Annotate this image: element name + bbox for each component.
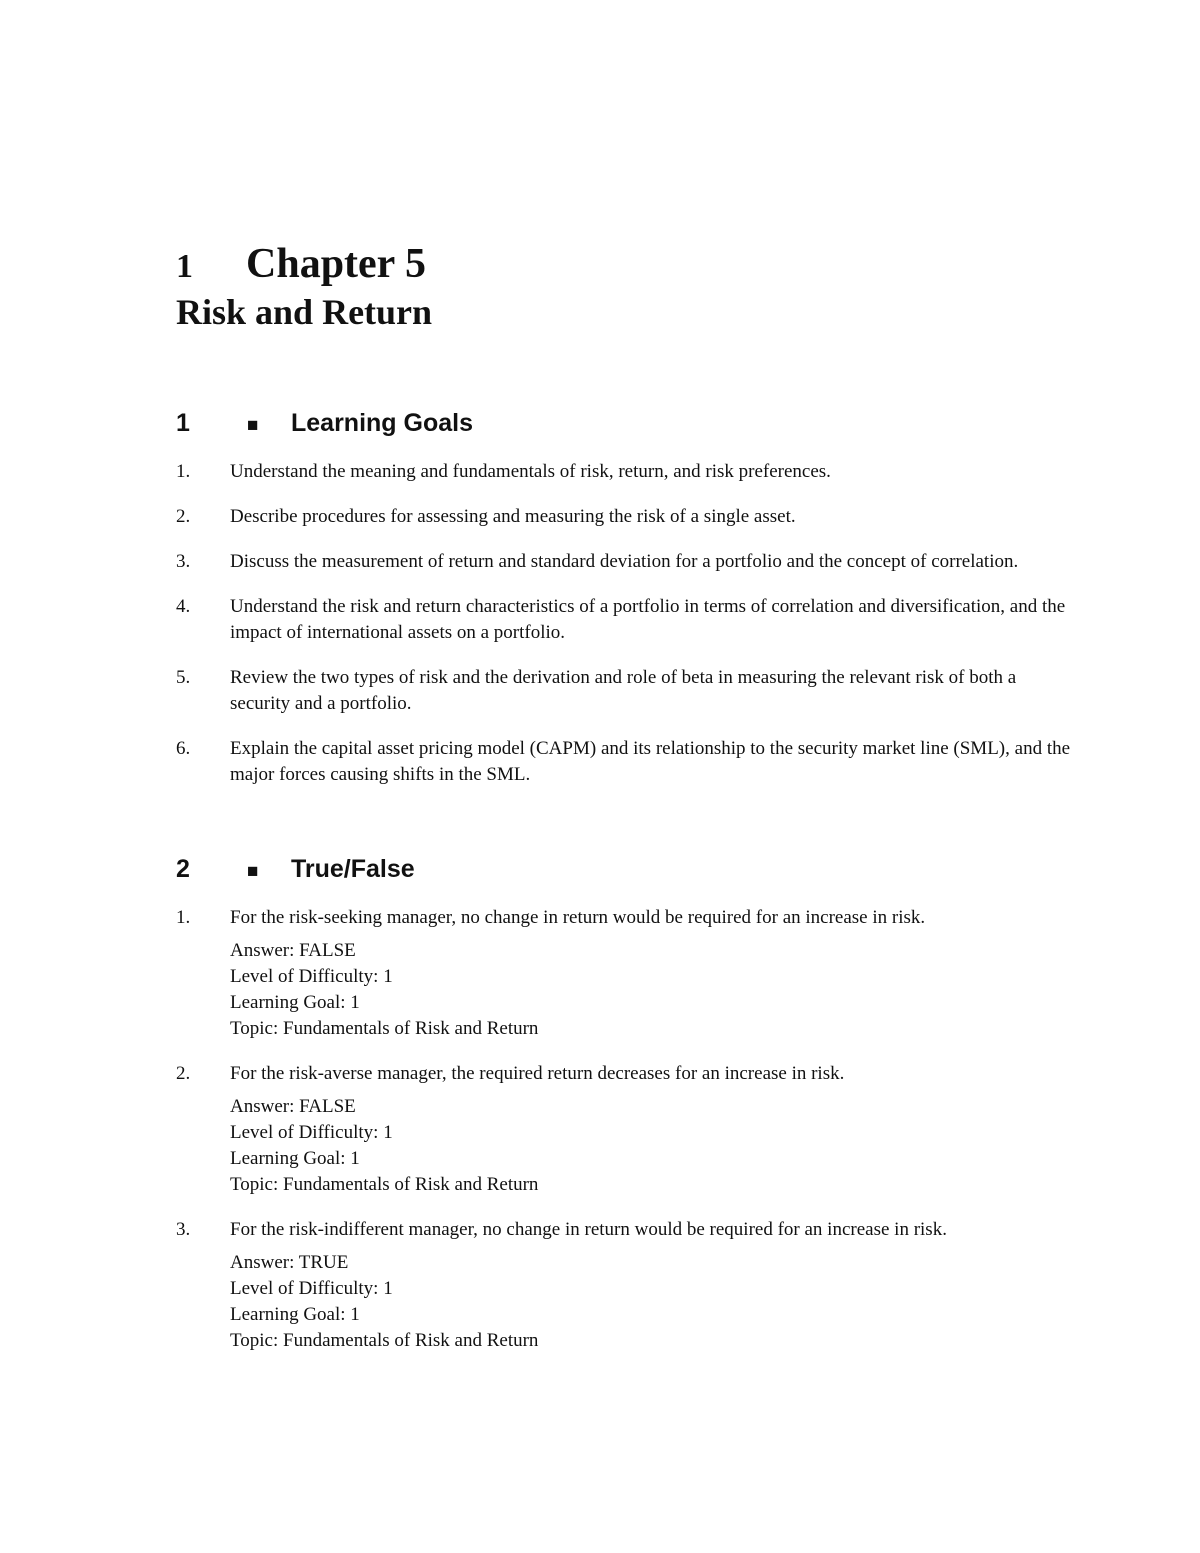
item-text: Understand the meaning and fundamentals of risk, return, and risk preferences. (230, 461, 831, 482)
section-number: 1 (176, 409, 190, 437)
learning-goal-line: Learning Goal: 1 (230, 1148, 360, 1169)
difficulty-line: Level of Difficulty: 1 (230, 966, 393, 987)
chapter-number: 1 (176, 248, 193, 285)
question-item (176, 1217, 1076, 1354)
difficulty-line: Level of Difficulty: 1 (230, 1278, 393, 1299)
item-number: 4. (176, 596, 191, 617)
section-heading-true-false (176, 854, 415, 887)
question-number: 1. (176, 907, 191, 928)
learning-goal-line: Learning Goal: 1 (230, 1304, 360, 1325)
difficulty-line: Level of Difficulty: 1 (230, 1122, 393, 1143)
true-false-list (176, 905, 1076, 1354)
list-item (176, 594, 1076, 646)
answer-line: Answer: FALSE (230, 940, 356, 961)
chapter-subtitle: Risk and Return (176, 292, 433, 332)
section-title: Learning Goals (291, 409, 473, 437)
answer-line: Answer: FALSE (230, 1096, 356, 1117)
item-number: 6. (176, 738, 191, 759)
question-text: For the risk-averse manager, the required return decreases for an increase in risk. (230, 1063, 845, 1084)
question-text: For the risk-indifferent manager, no change in return would be required for an increase in risk. (230, 1219, 947, 1240)
list-item (176, 665, 1076, 717)
item-text: Explain the capital asset pricing model (CAPM) and its relationship to the security market line (SML), and the major forces causing shifts in the SML. (230, 738, 1071, 785)
answer-block (230, 938, 1076, 1042)
item-text: Review the two types of risk and the derivation and role of beta in measuring the relevant risk of both a security and a portfolio. (230, 667, 1017, 714)
chapter-title: Chapter 5 (246, 241, 427, 287)
learning-goal-line: Learning Goal: 1 (230, 992, 360, 1013)
section-title: True/False (291, 855, 415, 883)
learning-goals-list (176, 459, 1076, 788)
answer-block (230, 1094, 1076, 1198)
square-bullet-icon: ■ (247, 415, 259, 436)
list-item (176, 459, 1076, 485)
question-text: For the risk-seeking manager, no change in return would be required for an increase in risk. (230, 907, 926, 928)
section-heading-learning-goals (176, 408, 473, 441)
chapter-heading (176, 238, 426, 293)
item-number: 2. (176, 506, 191, 527)
list-item (176, 504, 1076, 530)
item-text: Understand the risk and return characteristics of a portfolio in terms of correlation and diversification, and the impact of international assets on a portfolio. (230, 596, 1066, 643)
item-number: 5. (176, 667, 191, 688)
question-number: 2. (176, 1063, 191, 1084)
topic-line: Topic: Fundamentals of Risk and Return (230, 1330, 539, 1351)
list-item (176, 736, 1076, 788)
section-number: 2 (176, 855, 190, 883)
topic-line: Topic: Fundamentals of Risk and Return (230, 1018, 539, 1039)
question-number: 3. (176, 1219, 191, 1240)
answer-block (230, 1250, 1076, 1354)
square-bullet-icon: ■ (247, 861, 259, 882)
item-text: Describe procedures for assessing and measuring the risk of a single asset. (230, 506, 796, 527)
question-item (176, 1061, 1076, 1198)
list-item (176, 549, 1076, 575)
item-number: 1. (176, 461, 191, 482)
item-number: 3. (176, 551, 191, 572)
topic-line: Topic: Fundamentals of Risk and Return (230, 1174, 539, 1195)
answer-line: Answer: TRUE (230, 1252, 349, 1273)
item-text: Discuss the measurement of return and standard deviation for a portfolio and the concept of correlation. (230, 551, 1019, 572)
question-item (176, 905, 1076, 1042)
